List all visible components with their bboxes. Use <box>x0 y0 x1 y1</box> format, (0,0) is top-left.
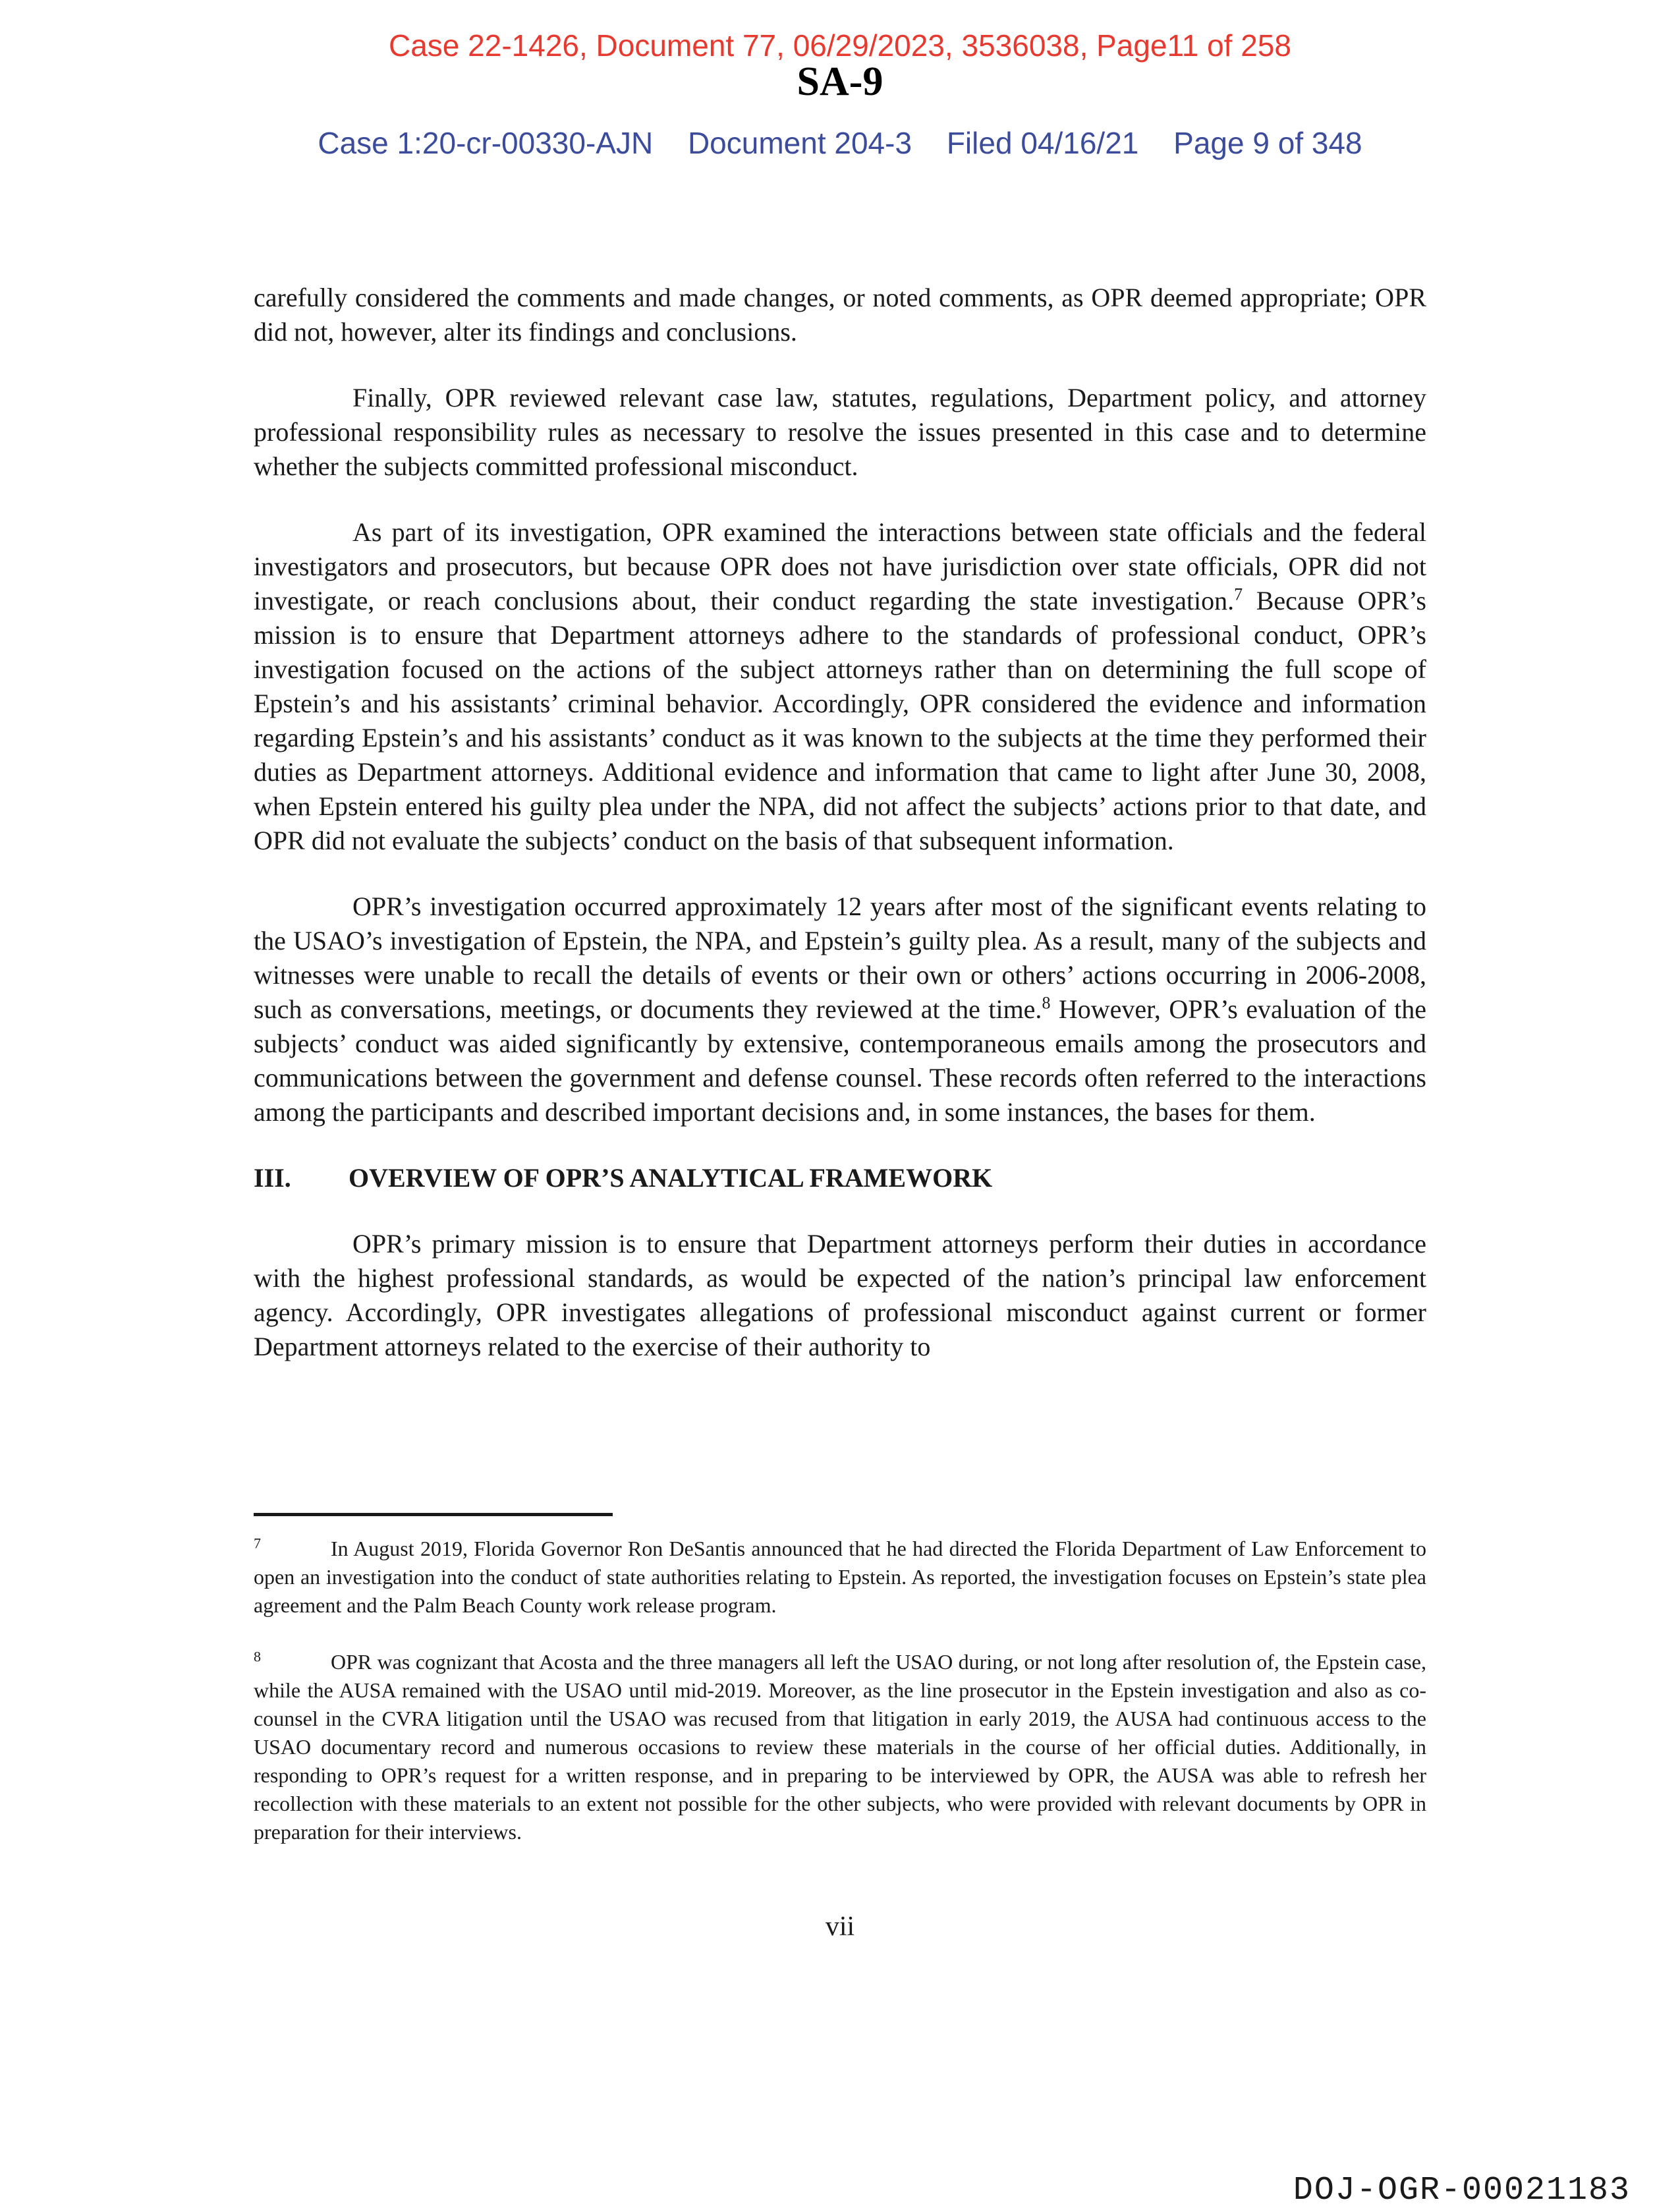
footnote-separator <box>254 1513 613 1516</box>
paragraph-primary-mission <box>254 1227 1426 1364</box>
page-number: vii <box>825 1912 855 1942</box>
district-stamp-filed: Filed 04/16/21 <box>946 126 1139 160</box>
body-text <box>254 281 1426 1396</box>
paragraph-finally <box>254 381 1426 484</box>
district-stamp-page: Page 9 of 348 <box>1173 126 1362 160</box>
paragraph-twelve-years-text-b: However, OPR’s evaluation of the subjects’ conduct was aided significantly by extensive, contemporaneous emails among the prosecutors and communications between the government and defense counsel. These records often referred to the interactions among the participants and described important decisions and, in some instances, the bases for them. <box>254 994 1426 1127</box>
paragraph-primary-mission-text: OPR’s primary mission is to ensure that Department attorneys perform their duties in accordance with the highest professional standards, as would be expected of the nation’s principal law enforcement agency. Accordingly, OPR investigates allegations of professional misconduct against current or former Department attorneys related to the exercise of their authority to <box>254 1229 1426 1361</box>
paragraph-continuation <box>254 281 1426 349</box>
footnote-reference-7: 7 <box>1234 584 1243 604</box>
district-stamp-case: Case 1:20-cr-00330-AJN <box>318 126 654 160</box>
appendix-page-label: SA-9 <box>797 59 883 104</box>
footnote-7-text: In August 2019, Florida Governor Ron DeSantis announced that he had directed the Florida Department of Law Enforcement to open an investigation into the conduct of state authorities relating to Epstein. As reported, the investigation focuses on Epstein’s state plea agreement and the Palm Beach County work release program. <box>254 1537 1426 1617</box>
paragraph-twelve-years-text-a: OPR’s investigation occurred approximately 12 years after most of the significant events relating to the USAO’s investigation of Epstein, the NPA, and Epstein’s guilty plea. As a result, many of the subjects and witnesses were unable to recall the details of events or their own or others’ actions occurring in 2006-2008, such as conversations, meetings, or documents they reviewed at the time. <box>254 892 1426 1024</box>
footnote-7 <box>254 1535 1426 1620</box>
paragraph-investigation-scope-text-a: As part of its investigation, OPR examined the interactions between state officials and the federal investigators and prosecutors, but because OPR does not have jurisdiction over state officials, OPR did not investigate, or reach conclusions about, their conduct regarding the state investigation. <box>254 517 1426 615</box>
footnote-8-text: OPR was cognizant that Acosta and the three managers all left the USAO during, or not long after resolution of, the Epstein case, while the AUSA remained with the USAO until mid-2019. Moreover, as the line prosecutor in the Epstein investigation and also as co-counsel in the CVRA litigation until the USAO was recused from that litigation in early 2019, the AUSA had continuous access to the USAO documentary record and numerous occasions to review these materials in the course of her official duties. Additionally, in responding to OPR’s request for a written response, and in preparing to be interviewed by OPR, the AUSA was able to refresh her recollection with these materials to an extent not possible for the other subjects, who were provided with relevant documents by OPR in preparation for their interviews. <box>254 1650 1426 1844</box>
section-heading-number: III. <box>254 1163 291 1193</box>
footnote-8 <box>254 1648 1426 1846</box>
paragraph-twelve-years <box>254 890 1426 1129</box>
footnote-reference-8: 8 <box>1042 993 1051 1013</box>
bates-stamp: DOJ-OGR-00021183 <box>1293 2172 1631 2209</box>
section-heading-title: OVERVIEW OF OPR’S ANALYTICAL FRAMEWORK <box>349 1163 993 1193</box>
paragraph-finally-text: Finally, OPR reviewed relevant case law, statutes, regulations, Department policy, and attorney professional responsibility rules as necessary to resolve the issues presented in this case and to determine whether the subjects committed professional misconduct. <box>254 383 1426 481</box>
district-case-stamp <box>0 127 1680 159</box>
paragraph-investigation-scope-text-b: Because OPR’s mission is to ensure that Department attorneys adhere to the standards of professional conduct, OPR’s investigation focused on the actions of the subject attorneys rather than on determining the full scope of Epstein’s and his assistants’ criminal behavior. Accordingly, OPR considered the evidence and information regarding Epstein’s and his assistants’ conduct as it was known to the subjects at the time they performed their duties as Department attorneys. Additional evidence and information that came to light after June 30, 2008, when Epstein entered his guilty plea under the NPA, did not affect the subjects’ actions prior to that date, and OPR did not evaluate the subjects’ conduct on the basis of that subsequent information. <box>254 586 1426 855</box>
district-stamp-document: Document 204-3 <box>687 126 912 160</box>
appeal-case-stamp: Case 22-1426, Document 77, 06/29/2023, 3536038, Page11 of 258 <box>389 28 1291 63</box>
footnote-7-marker: 7 <box>254 1535 261 1552</box>
footnotes-section <box>254 1513 1426 1846</box>
paragraph-continuation-text: carefully considered the comments and made changes, or noted comments, as OPR deemed appropriate; OPR did not, however, alter its findings and conclusions. <box>254 283 1426 347</box>
section-heading <box>254 1161 1426 1195</box>
footnote-8-marker: 8 <box>254 1648 261 1665</box>
paragraph-investigation-scope <box>254 515 1426 858</box>
